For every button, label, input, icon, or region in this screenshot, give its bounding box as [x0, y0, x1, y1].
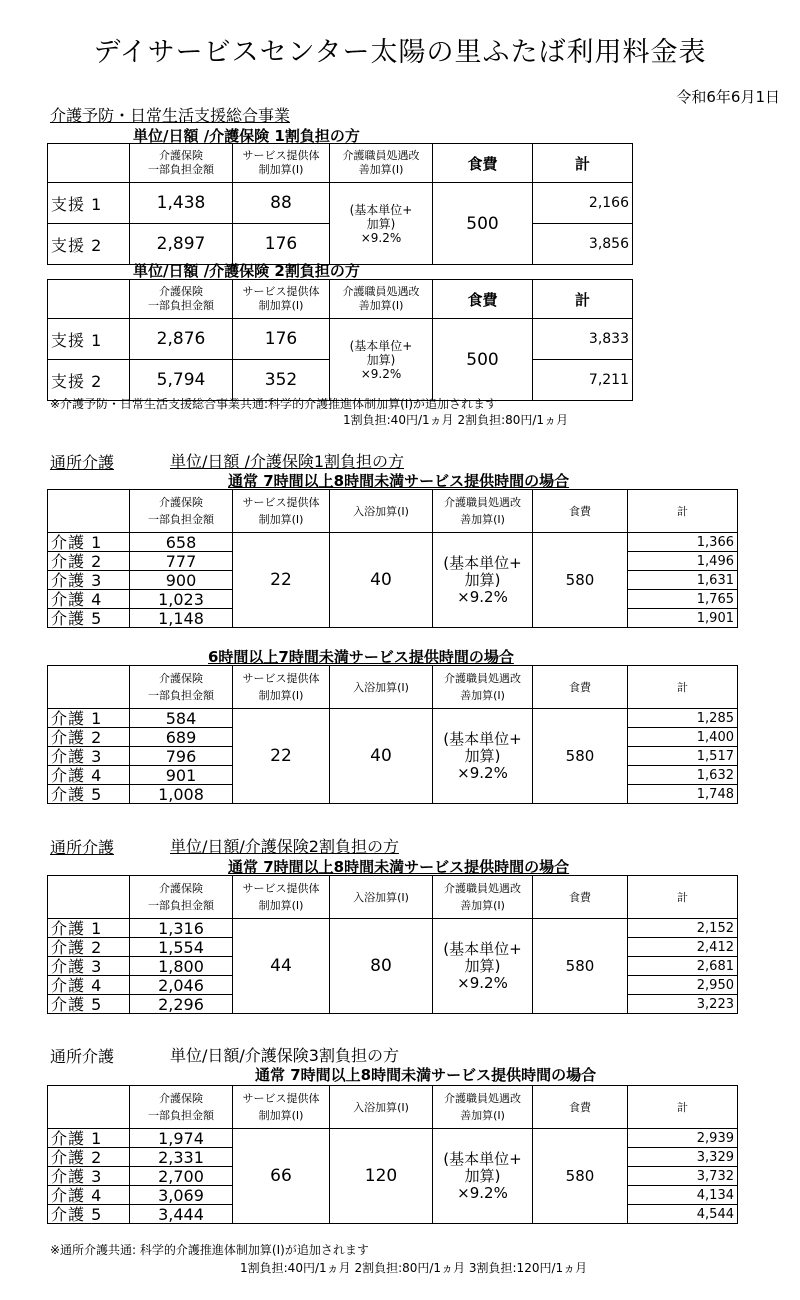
meal-cost: 500	[433, 183, 533, 265]
total-amount: 1,366	[628, 533, 738, 552]
total-amount: 1,632	[628, 766, 738, 785]
header-base: 介護保険 一部負担金額	[130, 1086, 233, 1129]
total-amount: 2,412	[628, 938, 738, 957]
tsusho-sub-title: 単位/日額/介護保険3割負担の方	[170, 1046, 399, 1065]
header-blank	[48, 666, 130, 709]
header-blank	[48, 280, 130, 319]
header-treatment: 介護職員処遇改 善加算(Ⅰ)	[433, 666, 533, 709]
tsusho-section-title: 通所介護	[50, 838, 115, 857]
total-amount: 1,765	[628, 590, 738, 609]
meal-cost: 580	[533, 709, 628, 804]
header-bath: 入浴加算(Ⅰ)	[330, 1086, 433, 1129]
total-amount: 3,223	[628, 995, 738, 1014]
row-label: 介護 1	[48, 533, 130, 552]
base-amount: 2,876	[130, 319, 233, 360]
header-blank	[48, 490, 130, 533]
tsusho-sub-title: 単位/日額/介護保険2割負担の方	[170, 837, 399, 856]
tsusho-section-title: 通所介護	[50, 453, 115, 472]
header-service: サービス提供体 制加算(Ⅰ)	[233, 490, 330, 533]
header-service: サービス提供体 制加算(Ⅰ)	[233, 666, 330, 709]
header-meal: 食費	[533, 490, 628, 533]
row-label: 介護 3	[48, 571, 130, 590]
row-label: 介護 4	[48, 1186, 130, 1205]
header-base: 介護保険 一部負担金額	[130, 876, 233, 919]
header-meal: 食費	[533, 666, 628, 709]
total-amount: 2,166	[533, 183, 633, 224]
header-total: 計	[628, 876, 738, 919]
total-amount: 2,681	[628, 957, 738, 976]
header-meal: 食費	[533, 1086, 628, 1129]
total-amount: 3,856	[533, 224, 633, 265]
yobou-note-1: ※介護予防・日常生活支援総合事業共通:科学的介護推進体制加算(Ⅰ)が追加されます	[50, 397, 498, 411]
tsusho-note-2: 1割負担:40円/1ヵ月 2割負担:80円/1ヵ月 3割負担:120円/1ヵ月	[240, 1261, 588, 1275]
base-amount: 1,438	[130, 183, 233, 224]
header-meal: 食費	[533, 876, 628, 919]
row-label: 介護 1	[48, 1129, 130, 1148]
base-amount: 1,554	[130, 938, 233, 957]
tsusho-caption: 通常 7時間以上8時間未満サービス提供時間の場合	[255, 1066, 597, 1084]
tsusho-caption: 通常 7時間以上8時間未満サービス提供時間の場合	[228, 472, 570, 490]
row-label: 介護 3	[48, 747, 130, 766]
service-addition: 88	[233, 183, 330, 224]
header-treatment: 介護職員処遇改 善加算(Ⅰ)	[433, 876, 533, 919]
yobou-sub2: 単位/日額 /介護保険 2割負担の方	[133, 262, 360, 280]
header-total: 計	[533, 144, 633, 183]
base-amount: 2,700	[130, 1167, 233, 1186]
base-amount: 1,023	[130, 590, 233, 609]
base-amount: 1,974	[130, 1129, 233, 1148]
yobou-section-title: 介護予防・日常生活支援総合事業	[50, 106, 291, 125]
total-amount: 3,732	[628, 1167, 738, 1186]
treatment-formula: (基本単位+ 加算) ×9.2%	[330, 319, 433, 401]
total-amount: 1,517	[628, 747, 738, 766]
tsusho-table	[47, 489, 738, 628]
yobou-note-2: 1割負担:40円/1ヵ月 2割負担:80円/1ヵ月	[343, 413, 569, 427]
treatment-formula: (基本単位+ 加算) ×9.2%	[330, 183, 433, 265]
service-addition: 176	[233, 224, 330, 265]
tsusho-table	[47, 665, 738, 804]
tsusho-table	[47, 1085, 738, 1224]
header-blank	[48, 1086, 130, 1129]
row-label: 支援 2	[48, 360, 130, 401]
total-amount: 3,833	[533, 319, 633, 360]
tsusho-caption: 6時間以上7時間未満サービス提供時間の場合	[208, 648, 514, 666]
yobou-table-1	[47, 143, 633, 265]
bath-addition: 40	[330, 533, 433, 628]
total-amount: 2,950	[628, 976, 738, 995]
base-amount: 689	[130, 728, 233, 747]
meal-cost: 500	[433, 319, 533, 401]
total-amount: 1,631	[628, 571, 738, 590]
header-service: サービス提供体 制加算(Ⅰ)	[233, 144, 330, 183]
service-addition: 22	[233, 709, 330, 804]
treatment-formula: (基本単位+ 加算) ×9.2%	[433, 919, 533, 1014]
row-label: 介護 5	[48, 609, 130, 628]
header-treatment: 介護職員処遇改 善加算(Ⅰ)	[330, 280, 433, 319]
base-amount: 2,897	[130, 224, 233, 265]
header-total: 計	[628, 666, 738, 709]
row-label: 支援 2	[48, 224, 130, 265]
tsusho-sub-title: 単位/日額 /介護保険1割負担の方	[170, 452, 405, 471]
yobou-table-2	[47, 279, 633, 401]
header-bath: 入浴加算(Ⅰ)	[330, 666, 433, 709]
header-service: サービス提供体 制加算(Ⅰ)	[233, 280, 330, 319]
header-total: 計	[628, 1086, 738, 1129]
row-label: 介護 5	[48, 785, 130, 804]
total-amount: 1,748	[628, 785, 738, 804]
row-label: 支援 1	[48, 319, 130, 360]
base-amount: 796	[130, 747, 233, 766]
row-label: 介護 4	[48, 766, 130, 785]
total-amount: 1,901	[628, 609, 738, 628]
total-amount: 1,285	[628, 709, 738, 728]
row-label: 介護 5	[48, 995, 130, 1014]
header-meal: 食費	[433, 280, 533, 319]
header-blank	[48, 144, 130, 183]
base-amount: 3,444	[130, 1205, 233, 1224]
header-bath: 入浴加算(Ⅰ)	[330, 490, 433, 533]
header-total: 計	[533, 280, 633, 319]
page-title: デイサービスセンター太陽の里ふたば利用料金表	[93, 37, 707, 68]
row-label: 介護 3	[48, 957, 130, 976]
base-amount: 1,008	[130, 785, 233, 804]
service-addition: 66	[233, 1129, 330, 1224]
row-label: 介護 2	[48, 1148, 130, 1167]
service-addition: 22	[233, 533, 330, 628]
total-amount: 7,211	[533, 360, 633, 401]
base-amount: 584	[130, 709, 233, 728]
header-service: サービス提供体 制加算(Ⅰ)	[233, 876, 330, 919]
header-service: サービス提供体 制加算(Ⅰ)	[233, 1086, 330, 1129]
base-amount: 658	[130, 533, 233, 552]
total-amount: 2,152	[628, 919, 738, 938]
treatment-formula: (基本単位+ 加算) ×9.2%	[433, 1129, 533, 1224]
header-treatment: 介護職員処遇改 善加算(Ⅰ)	[433, 1086, 533, 1129]
row-label: 介護 2	[48, 728, 130, 747]
base-amount: 777	[130, 552, 233, 571]
header-treatment: 介護職員処遇改 善加算(Ⅰ)	[330, 144, 433, 183]
service-addition: 44	[233, 919, 330, 1014]
total-amount: 1,496	[628, 552, 738, 571]
total-amount: 2,939	[628, 1129, 738, 1148]
header-base: 介護保険 一部負担金額	[130, 144, 233, 183]
tsusho-note-1: ※通所介護共通: 科学的介護推進体制加算(Ⅰ)が追加されます	[50, 1243, 369, 1257]
bath-addition: 80	[330, 919, 433, 1014]
row-label: 介護 2	[48, 552, 130, 571]
tsusho-table	[47, 875, 738, 1014]
tsusho-caption: 通常 7時間以上8時間未満サービス提供時間の場合	[228, 858, 570, 876]
meal-cost: 580	[533, 533, 628, 628]
header-bath: 入浴加算(Ⅰ)	[330, 876, 433, 919]
bath-addition: 120	[330, 1129, 433, 1224]
yobou-sub1: 単位/日額 /介護保険 1割負担の方	[133, 127, 360, 145]
base-amount: 2,046	[130, 976, 233, 995]
treatment-formula: (基本単位+ 加算) ×9.2%	[433, 533, 533, 628]
row-label: 介護 2	[48, 938, 130, 957]
row-label: 介護 1	[48, 709, 130, 728]
row-label: 介護 4	[48, 590, 130, 609]
base-amount: 3,069	[130, 1186, 233, 1205]
treatment-formula: (基本単位+ 加算) ×9.2%	[433, 709, 533, 804]
service-addition: 352	[233, 360, 330, 401]
row-label: 介護 1	[48, 919, 130, 938]
header-base: 介護保険 一部負担金額	[130, 666, 233, 709]
total-amount: 3,329	[628, 1148, 738, 1167]
row-label: 介護 5	[48, 1205, 130, 1224]
base-amount: 1,316	[130, 919, 233, 938]
header-base: 介護保険 一部負担金額	[130, 490, 233, 533]
base-amount: 1,800	[130, 957, 233, 976]
base-amount: 2,296	[130, 995, 233, 1014]
base-amount: 1,148	[130, 609, 233, 628]
meal-cost: 580	[533, 919, 628, 1014]
header-meal: 食費	[433, 144, 533, 183]
base-amount: 2,331	[130, 1148, 233, 1167]
issue-date: 令和6年6月1日	[676, 88, 780, 106]
row-label: 支援 1	[48, 183, 130, 224]
row-label: 介護 3	[48, 1167, 130, 1186]
header-base: 介護保険 一部負担金額	[130, 280, 233, 319]
total-amount: 4,544	[628, 1205, 738, 1224]
meal-cost: 580	[533, 1129, 628, 1224]
header-blank	[48, 876, 130, 919]
base-amount: 900	[130, 571, 233, 590]
header-total: 計	[628, 490, 738, 533]
bath-addition: 40	[330, 709, 433, 804]
row-label: 介護 4	[48, 976, 130, 995]
total-amount: 4,134	[628, 1186, 738, 1205]
service-addition: 176	[233, 319, 330, 360]
header-treatment: 介護職員処遇改 善加算(Ⅰ)	[433, 490, 533, 533]
total-amount: 1,400	[628, 728, 738, 747]
tsusho-section-title: 通所介護	[50, 1047, 115, 1066]
base-amount: 5,794	[130, 360, 233, 401]
base-amount: 901	[130, 766, 233, 785]
